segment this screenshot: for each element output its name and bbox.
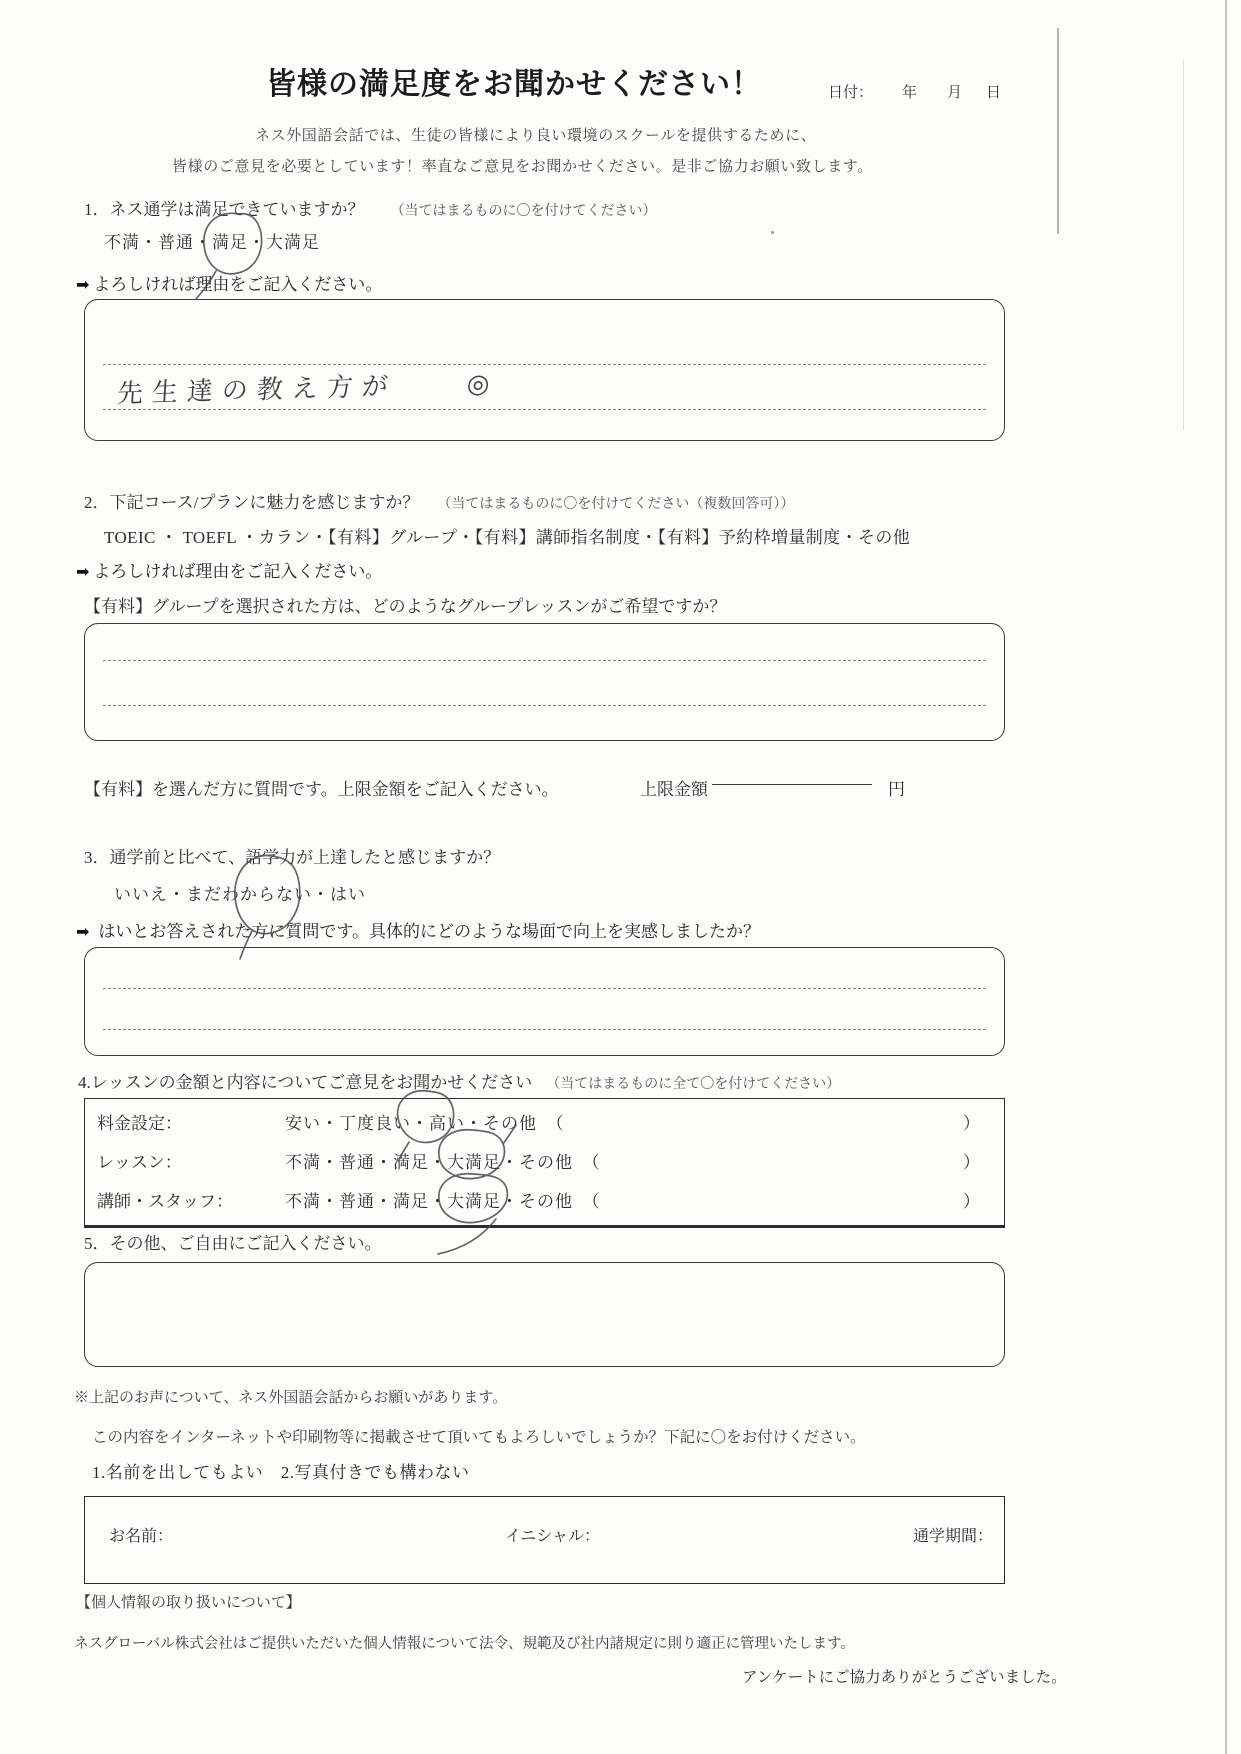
q3-answer-box[interactable]	[84, 947, 1005, 1056]
q1-answer-box[interactable]	[84, 299, 1005, 441]
q1-question-line	[84, 199, 657, 221]
q2-options: TOEIC ・ TOEFL ・カラン・【有料】グループ・【有料】講師指名制度・【有料】予約枠増量制度・その他	[104, 528, 911, 547]
yen-label: 円	[888, 780, 905, 799]
name-field[interactable]	[185, 1517, 435, 1551]
handwritten-answer: 先生達の教え方が ◎	[116, 368, 500, 410]
publication-options: 1.名前を出してもよい 2.写真付きでも構わない	[92, 1463, 470, 1482]
arrow-right-icon: ➡	[76, 275, 90, 294]
limit-amount-label: 上限金額	[640, 780, 708, 799]
q1-note: （当てはまるものに〇を付けてください）	[390, 204, 657, 219]
q3-options: いいえ・まだわからない・はい	[114, 885, 366, 904]
thanks-text: アンケートにご協力ありがとうございました。	[742, 1669, 1067, 1686]
q3-prompt: はいとお答えされた方に質問です。具体的にどのような場面で向上を実感しましたか？	[98, 922, 761, 941]
ruled-line	[103, 364, 986, 365]
period-field[interactable]	[995, 1517, 1090, 1551]
scan-artifact-line-faint	[1183, 60, 1184, 430]
q2-prompt: よろしければ理由をご記入ください。	[93, 562, 383, 581]
date-month-label: 月	[947, 85, 963, 101]
q4-row2-label: レッスン：	[97, 1153, 182, 1172]
intro-line-1: ネス外国語会話では、生徒の皆様により良い環境のスクールを提供するために、	[255, 128, 817, 144]
q2-sub-question: 【有料】グループを選択された方は、どのようなグループレッスンがご希望ですか？	[84, 597, 727, 616]
q4-row1-options: 安い・丁度良い・高い・その他 （	[285, 1114, 565, 1133]
q2-answer-box[interactable]	[84, 623, 1005, 741]
q5-answer-box[interactable]	[84, 1262, 1005, 1367]
publication-question: この内容をインターネットや印刷物等に掲載させて頂いてもよろしいでしょうか？下記に〇をお付けください。	[92, 1429, 866, 1446]
scan-speck	[771, 231, 774, 234]
q4-row2-close-paren: ）	[963, 1153, 980, 1172]
page-title: 皆様の満足度をお聞かせください！	[266, 68, 762, 101]
q5-question: 5．その他、ご自由にご記入ください。	[84, 1234, 382, 1253]
q4-note: （当てはまるものに全て〇を付けてください）	[546, 1077, 841, 1092]
q4-row3-options: 不満・普通・満足・大満足・その他 （	[285, 1192, 601, 1211]
q1-prompt: よろしければ理由をご記入ください。	[93, 275, 383, 294]
initial-field[interactable]	[605, 1517, 805, 1551]
ruled-line	[103, 409, 986, 410]
arrow-right-icon: ➡	[76, 922, 90, 941]
name-label: お名前：	[109, 1528, 174, 1545]
scan-artifact-line-short	[1057, 28, 1059, 234]
date-label: 日付：	[828, 85, 874, 101]
q4-question-line	[78, 1072, 840, 1094]
q1-prompt-line	[76, 274, 382, 296]
period-label: 通学期間：	[913, 1528, 994, 1545]
privacy-text: ネスグローバル株式会社はご提供いただいた個人情報について法令、規範及び社内諸規定に則り適正に管理いたします。	[74, 1636, 855, 1652]
limit-amount-field[interactable]	[712, 762, 872, 785]
q2-prompt-line	[76, 561, 382, 583]
initial-label: イニシャル：	[505, 1528, 601, 1545]
q3-question: 3．通学前と比べて、語学力が上達したと感じますか？	[84, 848, 501, 867]
q2-question: 2．下記コース/プランに魅力を感じますか？	[84, 493, 420, 512]
q2-note: （当てはまるものに〇を付けてください（複数回答可））	[437, 497, 795, 512]
ruled-line	[103, 988, 986, 989]
q4-ratings-table	[84, 1098, 1005, 1228]
date-day-label: 日	[986, 85, 1002, 101]
q2-paid-question: 【有料】を選んだ方に質問です。上限金額をご記入ください。	[84, 780, 559, 799]
q1-question: 1．ネス通学は満足できていますか？	[84, 200, 365, 219]
q4-row3-close-paren: ）	[963, 1192, 980, 1211]
privacy-title: 【個人情報の取り扱いについて】	[76, 1595, 301, 1611]
q4-row1-close-paren: ）	[963, 1114, 980, 1133]
arrow-right-icon: ➡	[76, 562, 90, 581]
contact-box	[84, 1496, 1005, 1584]
q4-row1-label: 料金設定：	[97, 1114, 182, 1133]
q2-question-line	[84, 492, 794, 514]
ruled-line	[103, 660, 986, 661]
q3-prompt-line	[76, 921, 760, 943]
scan-artifact-line-full	[1225, 0, 1227, 1754]
date-year-label: 年	[902, 85, 918, 101]
q4-row2-options: 不満・普通・満足・大満足・その他 （	[285, 1153, 601, 1172]
publication-note: ※上記のお声について、ネス外国語会話からお願いがあります。	[74, 1390, 508, 1406]
q4-question: 4.レッスンの金額と内容についてご意見をお聞かせください	[78, 1073, 533, 1092]
ruled-line	[103, 1029, 986, 1030]
intro-line-2: 皆様のご意見を必要としています！率直なご意見をお聞かせください。是非ご協力お願い致します。	[172, 159, 873, 175]
q4-row3-label: 講師・スタッフ：	[97, 1192, 233, 1211]
ruled-line	[103, 705, 986, 706]
q1-options: 不満・普通・満足・大満足	[104, 233, 320, 252]
